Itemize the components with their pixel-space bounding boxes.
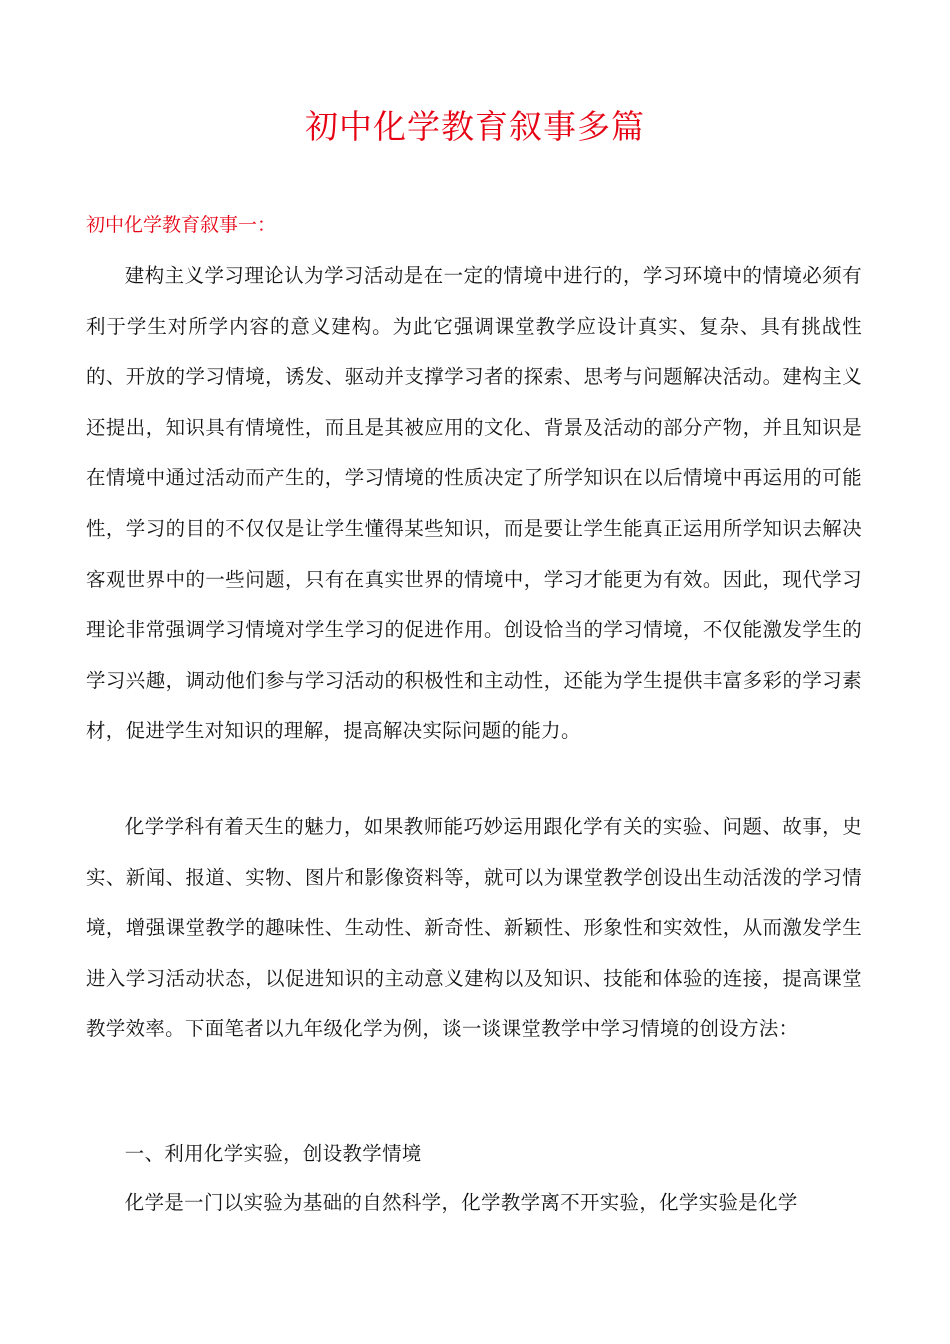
- subheading-1: 一、利用化学实验，创设教学情境: [124, 1142, 422, 1165]
- section-heading: 初中化学教育叙事一：: [86, 214, 277, 236]
- paragraph-2: 化学学科有着天生的魅力，如果教师能巧妙运用跟化学有关的实验、问题、故事，史实、新闻、报道、实物、图片和影像资料等，就可以为课堂教学创设出生动活泼的学习情境，增强课堂教学的趣味性、生动性、新奇性、新颖性、形象性和实效性，从而激发学生进入学习活动状态，以促进知识的主动意义建构以及知识、技能和体验的连接，提高课堂教学效率。下面笔者以九年级化学为例，谈一谈课堂教学中学习情境的创设方法：: [86, 815, 862, 1041]
- paragraph-1: 建构主义学习理论认为学习活动是在一定的情境中进行的，学习环境中的情境必须有利于学生对所学内容的意义建构。为此它强调课堂教学应设计真实、复杂、具有挑战性的、开放的学习情境，诱发、驱动并支撑学习者的探索、思考与问题解决活动。建构主义还提出，知识具有情境性，而且是其被应用的文化、背景及活动的部分产物，并且知识是在情境中通过活动而产生的，学习情境的性质决定了所学知识在以后情境中再运用的可能性，学习的目的不仅仅是让学生懂得某些知识，而是要让学生能真正运用所学知识去解决客观世界中的一些问题，只有在真实世界的情境中，学习才能更为有效。因此，现代学习理论非常强调学习情境对学生学习的促进作用。创设恰当的学习情境，不仅能激发学生的学习兴趣，调动他们参与学习活动的积极性和主动性，还能为学生提供丰富多彩的学习素材，促进学生对知识的理解，提高解决实际问题的能力。: [86, 264, 862, 743]
- paragraph-3: 化学是一门以实验为基础的自然科学，化学教学离不开实验，化学实验是化学: [124, 1191, 798, 1214]
- document-title: 初中化学教育叙事多篇: [305, 107, 645, 146]
